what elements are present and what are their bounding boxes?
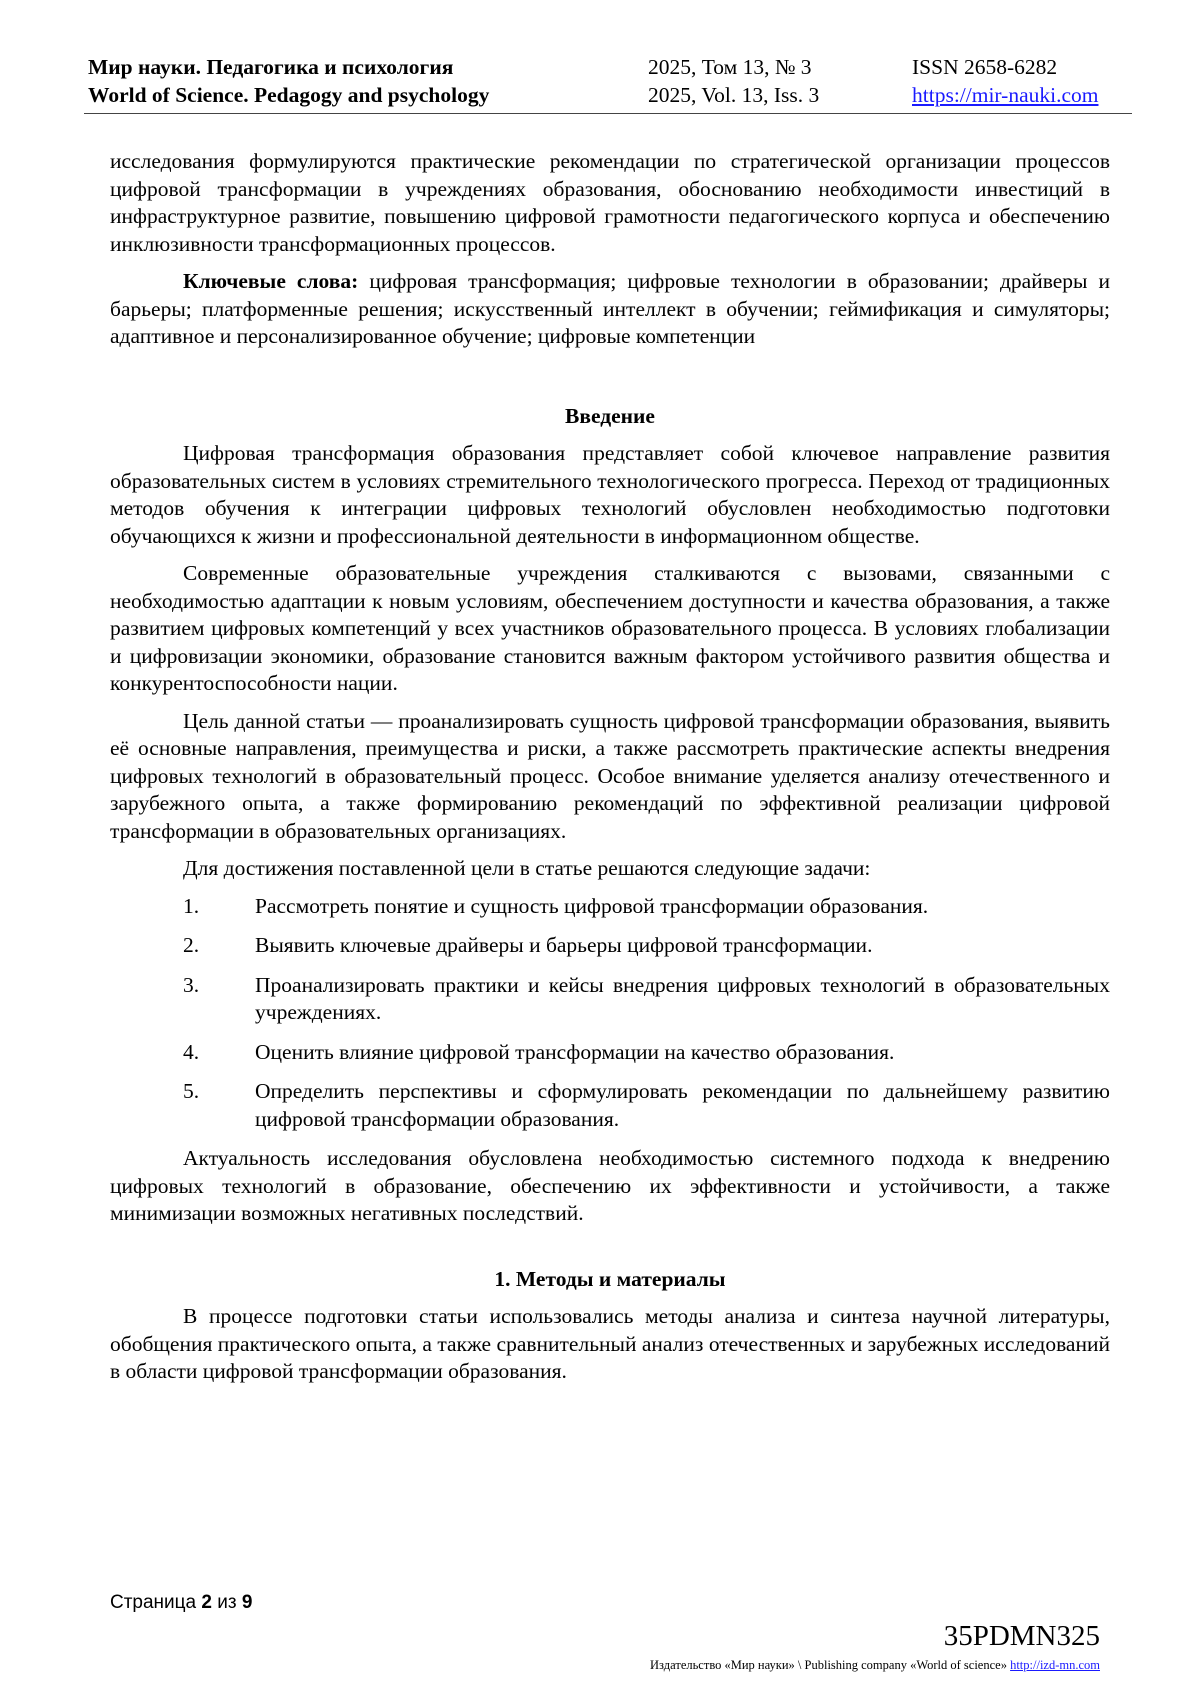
methods-paragraph-1: В процессе подготовки статьи использовались методы анализа и синтеза научной литературы, обобщения практического опыта, а также сравнительный анализ отечественных и зарубежных исследований в области цифровой трансформации образования. <box>110 1304 1110 1383</box>
publisher-line <box>650 1658 1100 1673</box>
list-item-number: 1. <box>183 893 200 918</box>
section-heading-methods: 1. Методы и материалы <box>494 1266 726 1291</box>
page-of: из <box>217 1592 237 1613</box>
keywords <box>110 268 1110 351</box>
journal-title-ru: Мир науки. Педагогика и психология <box>88 55 454 79</box>
list-item-number: 5. <box>183 1079 200 1103</box>
list-item-number: 4. <box>183 1039 200 1064</box>
article-code: 35PDMN325 <box>943 1620 1100 1652</box>
page-current: 2 <box>201 1592 212 1613</box>
page-counter <box>110 1592 252 1614</box>
issue-block <box>648 53 819 109</box>
list-item <box>110 932 1110 960</box>
publisher-link[interactable]: http://izd-mn.com <box>1010 1658 1100 1672</box>
issue-ru: 2025, Том 13, № 3 <box>648 55 812 79</box>
intro-paragraph-3: Цель данной статьи — проанализировать сущность цифровой трансформации образования, выявить её основные направления, преимущества и риски, а также рассмотреть практические аспекты внедрения цифровых технологий в образовательный процесс. Особое внимание уделяется анализу отечественного и зарубежного опыта, а также формированию рекомендаций по эффективной реализации цифровой трансформации в образовательных организациях. <box>110 708 1110 843</box>
page-word: Страница <box>110 1592 197 1613</box>
issn-block <box>912 53 1098 109</box>
keywords-text: цифровая трансформация; цифровые технологии в образовании; драйверы и барьеры; платформенные решения; искусственный интеллект в обучении; геймификация и симуляторы; адаптивное и персонализированное обучение; цифровые компетенции <box>110 269 1111 348</box>
intro-paragraph-4: Для достижения поставленной цели в статье решаются следующие задачи: <box>183 856 871 880</box>
page-total: 9 <box>241 1592 253 1613</box>
intro-paragraph-2: Современные образовательные учреждения сталкиваются с вызовами, связанными с необходимостью адаптации к новым условиям, обеспечением доступности и качества образования, а также развитием цифровых компетенций у всех участников образовательного процесса. В условиях глобализации и цифровизации экономики, образование становится важным фактором устойчивого развития общества и конкурентоспособности нации. <box>110 561 1110 695</box>
intro-paragraph-5: Актуальность исследования обусловлена необходимостью системного подхода к внедрению цифровых технологий в образование, обеспечению их эффективности и устойчивости, а также минимизации возможных негативных последствий. <box>110 1146 1110 1225</box>
list-item <box>110 893 1110 921</box>
list-item <box>110 1078 1110 1133</box>
list-item-number: 3. <box>183 972 200 997</box>
journal-site-link[interactable]: https://mir-nauki.com <box>912 83 1099 107</box>
publisher-name: Издательство «Мир науки» \ Publishing company «World of science» <box>650 1658 1007 1672</box>
journal-title-block <box>88 53 489 109</box>
list-item-text: Определить перспективы и сформулировать рекомендации по дальнейшему развитию цифровой трансформации образования. <box>255 1079 1110 1131</box>
tasks-list <box>110 893 1110 1134</box>
list-item-number: 2. <box>183 933 200 957</box>
issue-en: 2025, Vol. 13, Iss. 3 <box>648 83 820 107</box>
list-item-text: Проанализировать практики и кейсы внедрения цифровых технологий в образовательных учреждениях. <box>255 972 1110 1024</box>
header-divider <box>84 113 1132 114</box>
section-heading-intro: Введение <box>565 403 655 428</box>
list-item <box>110 972 1110 1027</box>
abstract-tail: исследования формулируются практические рекомендации по стратегической организации процессов цифровой трансформации в учреждениях образования, обоснованию необходимости инвестиций в инфраструктурное развитие, повышению цифровой грамотности педагогического корпуса и обеспечению инклюзивности трансформационных процессов. <box>110 149 1110 256</box>
list-item-text: Рассмотреть понятие и сущность цифровой трансформации образования. <box>255 893 929 918</box>
list-item <box>110 1039 1110 1067</box>
issn: ISSN 2658-6282 <box>912 55 1058 79</box>
article-body <box>110 148 1110 1396</box>
list-item-text: Выявить ключевые драйверы и барьеры цифровой трансформации. <box>255 933 873 957</box>
intro-paragraph-1: Цифровая трансформация образования представляет собой ключевое направление развития образовательных систем в условиях стремительного технологического прогресса. Переход от традиционных методов обучения к интеграции цифровых технологий обусловлен необходимостью подготовки обучающихся к жизни и профессиональной деятельности в информационном обществе. <box>110 441 1110 548</box>
journal-title-en: World of Science. Pedagogy and psychology <box>88 83 490 107</box>
journal-header <box>88 53 1128 113</box>
list-item-text: Оценить влияние цифровой трансформации на качество образования. <box>255 1039 895 1064</box>
keywords-label: Ключевые слова: <box>183 269 359 293</box>
